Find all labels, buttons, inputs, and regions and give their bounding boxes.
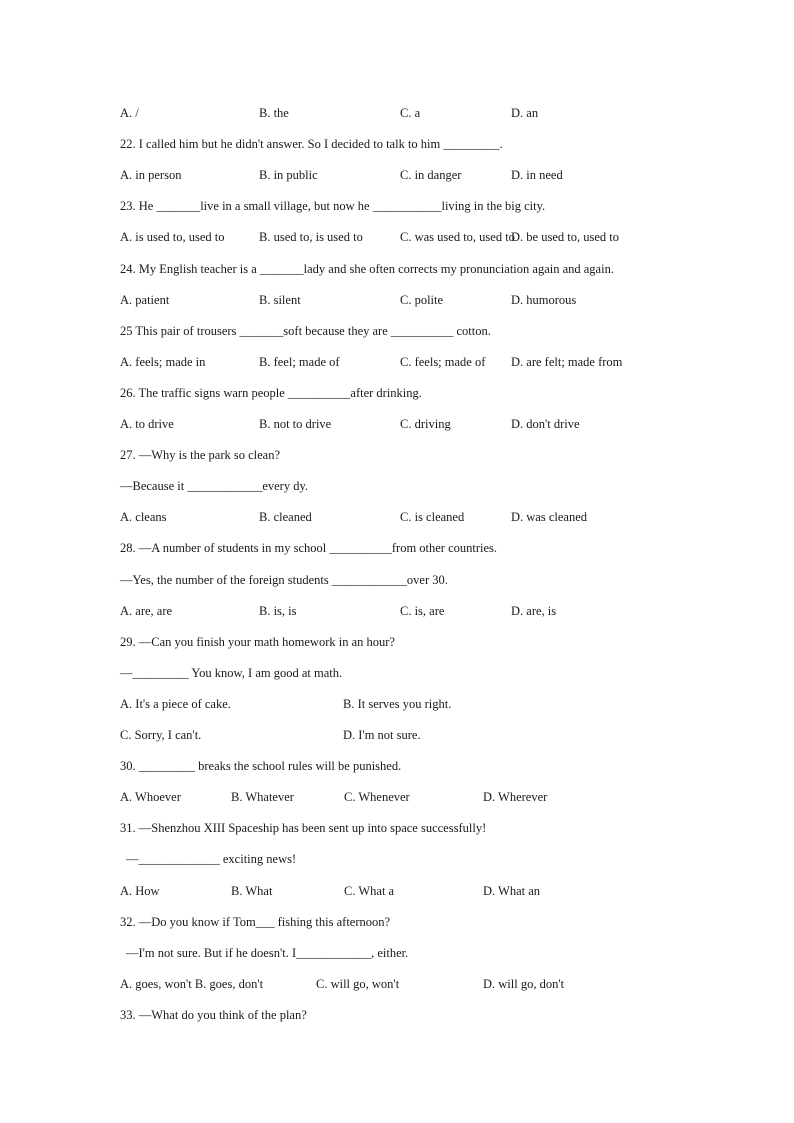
question-text: 30. _________ breaks the school rules will be punished. bbox=[120, 759, 402, 774]
question-line bbox=[0, 757, 794, 775]
answer-option: B. used to, is used to bbox=[259, 230, 363, 245]
answer-option: D. be used to, used to bbox=[511, 230, 619, 245]
question-line bbox=[0, 664, 794, 682]
answer-option: A. are, are bbox=[120, 603, 173, 618]
answer-option: A. goes, won't B. goes, don't bbox=[120, 976, 264, 991]
answer-option: B. is, is bbox=[259, 603, 297, 618]
answer-option: C. driving bbox=[400, 417, 451, 431]
question-text: —Because it ____________every dy. bbox=[120, 479, 309, 494]
answer-option: C. was used to, used to bbox=[400, 230, 515, 245]
question-line bbox=[0, 850, 794, 868]
question-text: —_________ You know, I am good at math. bbox=[120, 665, 343, 680]
answer-options-row bbox=[0, 975, 794, 993]
answer-option: B. feel; made of bbox=[259, 354, 340, 369]
answer-option: C. will go, won't bbox=[316, 976, 400, 991]
answer-option: A. cleans bbox=[120, 510, 167, 525]
question-line bbox=[0, 633, 794, 651]
answer-option: C. Whenever bbox=[344, 790, 410, 805]
answer-option: B. Whatever bbox=[231, 790, 294, 805]
answer-option: C. What a bbox=[344, 883, 395, 898]
question-line bbox=[0, 446, 794, 464]
answer-option: D. Wherever bbox=[483, 790, 548, 805]
answer-option: A. patient bbox=[120, 292, 170, 307]
answer-option: C. is, are bbox=[400, 603, 445, 618]
answer-option: A. in person bbox=[120, 168, 182, 183]
question-line bbox=[0, 135, 794, 153]
question-text: 28. —A number of students in my school __________from other countries. bbox=[120, 541, 498, 556]
answer-option: D. was cleaned bbox=[511, 510, 588, 525]
answer-option: A. is used to, used to bbox=[120, 230, 225, 245]
answer-options-row bbox=[0, 291, 794, 309]
answer-option: D. an bbox=[511, 106, 539, 120]
answer-option: A. to drive bbox=[120, 417, 174, 431]
answer-option: D. humorous bbox=[511, 292, 577, 307]
answer-options-row bbox=[0, 353, 794, 371]
answer-option: B. cleaned bbox=[259, 510, 312, 525]
answer-options-row bbox=[0, 788, 794, 806]
answer-option: B. the bbox=[259, 106, 289, 120]
question-text: 31. —Shenzhou XIII Spaceship has been sent up into space successfully! bbox=[120, 821, 487, 836]
answer-options-row bbox=[0, 104, 794, 122]
question-line bbox=[0, 384, 794, 402]
answer-option: C. in danger bbox=[400, 168, 462, 183]
question-line bbox=[0, 944, 794, 962]
question-line bbox=[0, 322, 794, 340]
question-line bbox=[0, 571, 794, 589]
question-line bbox=[0, 477, 794, 495]
question-text: —_____________ exciting news! bbox=[126, 852, 297, 867]
question-line bbox=[0, 819, 794, 837]
answer-option: D. don't drive bbox=[511, 417, 580, 431]
answer-option: A. How bbox=[120, 883, 160, 898]
answer-options-row bbox=[0, 508, 794, 526]
answer-options-row bbox=[0, 695, 794, 713]
question-text: 32. —Do you know if Tom___ fishing this afternoon? bbox=[120, 914, 391, 929]
answer-options-row bbox=[0, 882, 794, 900]
answer-option: D. are felt; made from bbox=[511, 354, 623, 369]
answer-option: D. What an bbox=[483, 883, 541, 898]
answer-options-row bbox=[0, 166, 794, 184]
question-text: 22. I called him but he didn't answer. So I decided to talk to him _________. bbox=[120, 137, 503, 152]
answer-option: D. are, is bbox=[511, 603, 557, 618]
question-text: 27. —Why is the park so clean? bbox=[120, 448, 281, 463]
answer-option: B. in public bbox=[259, 168, 318, 183]
answer-option: A. It's a piece of cake. bbox=[120, 696, 231, 711]
question-line bbox=[0, 260, 794, 278]
answer-option: A. / bbox=[120, 106, 139, 120]
answer-option: B. What bbox=[231, 883, 273, 898]
question-text: 24. My English teacher is a _______lady and she often corrects my pronunciation again and again. bbox=[120, 261, 614, 276]
question-text: 29. —Can you finish your math homework in an hour? bbox=[120, 634, 395, 649]
answer-option: C. is cleaned bbox=[400, 510, 465, 525]
question-line bbox=[0, 197, 794, 215]
question-text: —Yes, the number of the foreign students ____________over 30. bbox=[120, 572, 448, 587]
answer-options-row bbox=[0, 726, 794, 744]
answer-option: A. Whoever bbox=[120, 790, 181, 805]
answer-option: C. Sorry, I can't. bbox=[120, 728, 202, 742]
answer-option: D. in need bbox=[511, 168, 563, 183]
answer-option: D. will go, don't bbox=[483, 976, 565, 991]
question-text: 25 This pair of trousers _______soft because they are __________ cotton. bbox=[120, 323, 491, 338]
answer-option: A. feels; made in bbox=[120, 354, 206, 369]
answer-option: C. feels; made of bbox=[400, 354, 486, 369]
question-text: 26. The traffic signs warn people __________after drinking. bbox=[120, 385, 422, 400]
question-text: —I'm not sure. But if he doesn't. I____________, either. bbox=[126, 945, 409, 960]
answer-options-row bbox=[0, 228, 794, 246]
answer-option: B. silent bbox=[259, 292, 301, 307]
answer-options-row bbox=[0, 602, 794, 620]
answer-option: B. It serves you right. bbox=[343, 696, 452, 711]
answer-options-row bbox=[0, 415, 794, 433]
answer-option: B. not to drive bbox=[259, 417, 332, 431]
answer-option: C. polite bbox=[400, 292, 444, 307]
question-text: 23. He _______live in a small village, but now he ___________living in the big city. bbox=[120, 199, 546, 214]
question-text: 33. —What do you think of the plan? bbox=[120, 1007, 307, 1022]
question-line bbox=[0, 539, 794, 557]
question-line bbox=[0, 913, 794, 931]
question-line bbox=[0, 1006, 794, 1024]
answer-option: C. a bbox=[400, 106, 421, 120]
answer-option: D. I'm not sure. bbox=[343, 728, 421, 742]
